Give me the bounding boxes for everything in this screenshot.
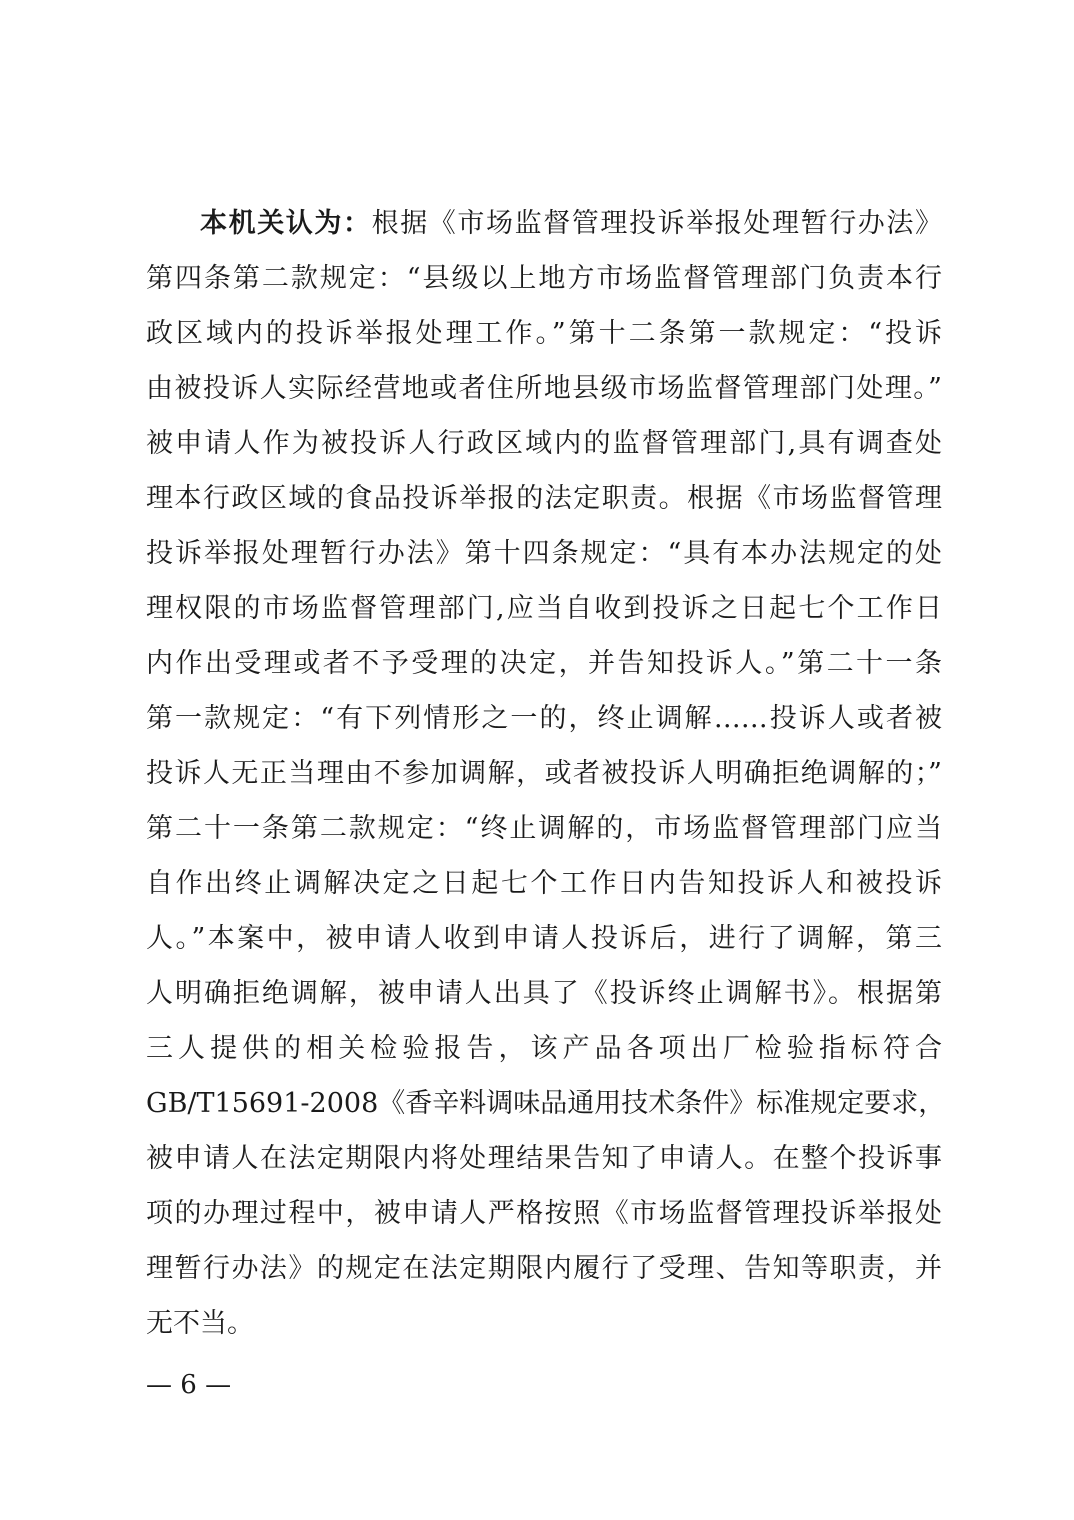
- paragraph-line-13: 自作出终止调解决定之日起七个工作日内告知投诉人和被投诉: [146, 868, 942, 899]
- paragraph-line-11: 投诉人无正当理由不参加调解，或者被投诉人明确拒绝调解的；”: [146, 758, 942, 789]
- paragraph-line-4: 由被投诉人实际经营地或者住所地县级市场监督管理部门处理。”: [146, 373, 942, 404]
- paragraph-lead: 本机关认为：: [200, 208, 372, 239]
- paragraph-line-20: 理暂行办法》的规定在法定期限内履行了受理、告知等职责，并: [146, 1253, 942, 1284]
- paragraph-line-19: 项的办理过程中，被申请人严格按照《市场监督管理投诉举报处: [146, 1198, 942, 1229]
- paragraph-line-7: 投诉举报处理暂行办法》第十四条规定：“具有本办法规定的处: [146, 538, 942, 569]
- paragraph-line-21: 无不当。: [146, 1308, 254, 1339]
- paragraph-line-text: 根据《市场监督管理投诉举报处理暂行办法》: [371, 208, 943, 239]
- paragraph-line-18: 被申请人在法定期限内将处理结果告知了申请人。在整个投诉事: [146, 1143, 942, 1174]
- paragraph-line-12: 第二十一条第二款规定：“终止调解的，市场监督管理部门应当: [146, 813, 942, 844]
- paragraph-line-3: 政区域内的投诉举报处理工作。”第十二条第一款规定：“投诉: [146, 318, 942, 349]
- paragraph-line-2: 第四条第二款规定：“县级以上地方市场监督管理部门负责本行: [146, 263, 942, 294]
- paragraph-line-16: 三人提供的相关检验报告，该产品各项出厂检验指标符合: [146, 1033, 942, 1064]
- page-number: — 6 —: [146, 1370, 232, 1400]
- paragraph-line-8: 理权限的市场监督管理部门,应当自收到投诉之日起七个工作日: [146, 593, 942, 624]
- paragraph-line-15: 人明确拒绝调解，被申请人出具了《投诉终止调解书》。根据第: [146, 978, 942, 1009]
- paragraph-line-14: 人。”本案中，被申请人收到申请人投诉后，进行了调解，第三: [146, 923, 942, 954]
- paragraph-line-17: GB/T15691-2008《香辛料调味品通用技术条件》标准规定要求，: [146, 1088, 946, 1119]
- paragraph-line-9: 内作出受理或者不予受理的决定，并告知投诉人。”第二十一条: [146, 648, 942, 679]
- paragraph-line-1: [146, 196, 942, 251]
- paragraph-line-6: 理本行政区域的食品投诉举报的法定职责。根据《市场监督管理: [146, 483, 942, 514]
- body-paragraph: [146, 196, 946, 1351]
- paragraph-line-5: 被申请人作为被投诉人行政区域内的监督管理部门,具有调查处: [146, 428, 942, 459]
- paragraph-line-10: 第一款规定：“有下列情形之一的，终止调解……投诉人或者被: [146, 703, 942, 734]
